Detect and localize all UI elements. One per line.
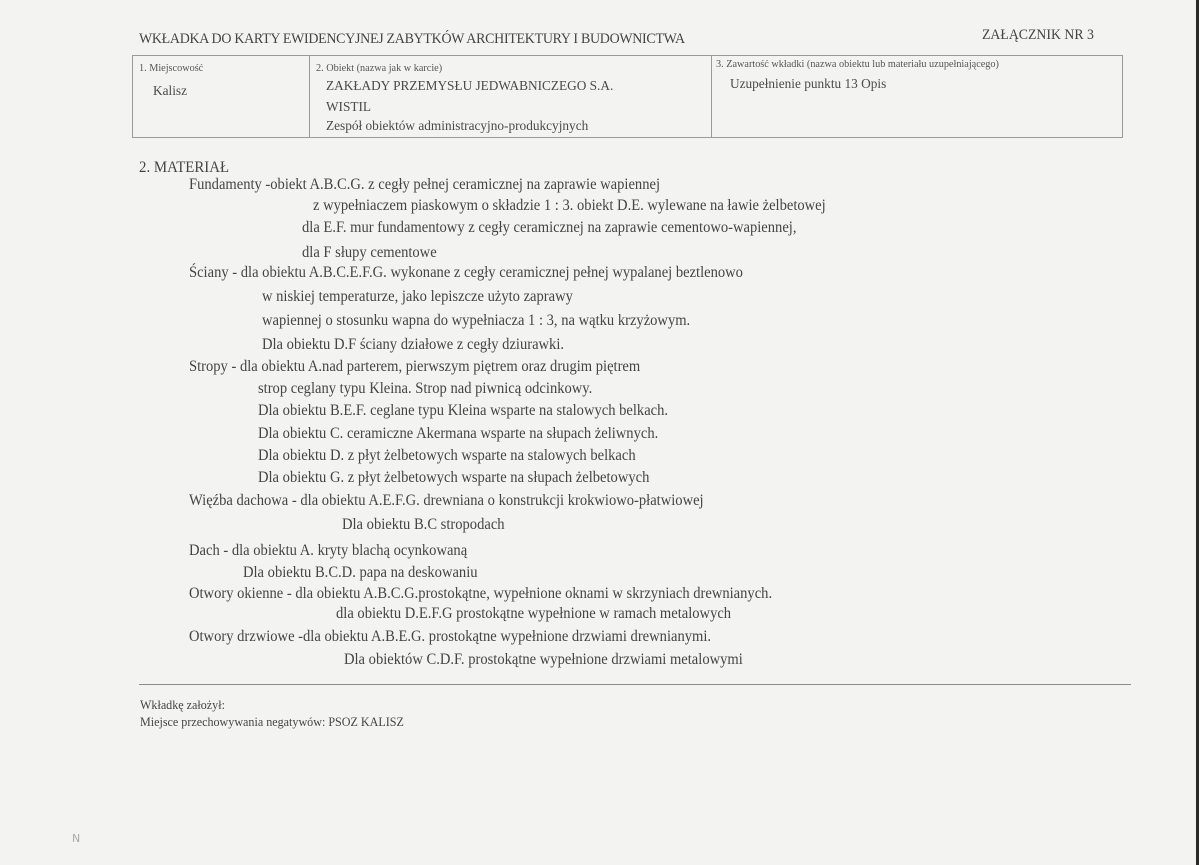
location-value: Kalisz: [153, 84, 187, 99]
material-line: dla E.F. mur fundamentowy z cegły ceramicznej na zaprawie cementowo-wapiennej,: [302, 219, 797, 236]
contents-cell: [711, 56, 1122, 137]
material-line: Stropy - dla obiektu A.nad parterem, pierwszym piętrem oraz drugim piętrem: [189, 358, 641, 375]
section-title: 2. MATERIAŁ: [139, 159, 230, 176]
document-title: WKŁADKA DO KARTY EWIDENCYJNEJ ZABYTKÓW ARCHITEKTURY I BUDOWNICTWA: [139, 31, 685, 47]
material-line: Dach - dla obiektu A. kryty blachą ocynkowaną: [189, 542, 468, 559]
material-line: Dla obiektu D. z płyt żelbetowych wsparte na stalowych belkach: [258, 447, 636, 464]
material-line: Fundamenty -obiekt A.B.C.G. z cegły pełnej ceramicznej na zaprawie wapiennej: [189, 176, 661, 193]
footer-divider: [139, 684, 1131, 685]
material-line: Ściany - dla obiektu A.B.C.E.F.G. wykonane z cegły ceramicznej pełnej wypalanej beztlenowo: [189, 264, 743, 281]
page-mark: N: [72, 832, 81, 845]
contents-value: Uzupełnienie punktu 13 Opis: [730, 77, 887, 92]
object-cell: [309, 56, 711, 137]
object-name-line-3: Zespół obiektów administracyjno-produkcyjnych: [326, 119, 589, 134]
object-name-line-2: WISTIL: [326, 100, 372, 115]
material-line: wapiennej o stosunku wapna do wypełniacza 1 : 3, na wątku krzyżowym.: [262, 312, 691, 329]
material-line: Dla obiektu B.C stropodach: [342, 516, 505, 533]
material-line: Otwory drzwiowe -dla obiektu A.B.E.G. prostokątne wypełnione drzwiami drewnianymi.: [189, 628, 712, 645]
material-line: Więźba dachowa - dla obiektu A.E.F.G. drewniana o konstrukcji krokwiowo-płatwiowej: [189, 492, 704, 509]
contents-label: 3. Zawartość wkładki (nazwa obiektu lub materiału uzupełniającego): [716, 58, 999, 70]
location-label: 1. Miejscowość: [139, 62, 204, 74]
object-name-line-1: ZAKŁADY PRZEMYSŁU JEDWABNICZEGO S.A.: [326, 79, 614, 94]
info-table: [132, 55, 1123, 138]
object-label: 2. Obiekt (nazwa jak w karcie): [316, 62, 443, 74]
material-line: Dla obiektu B.C.D. papa na deskowaniu: [243, 564, 478, 581]
material-line: Dla obiektu G. z płyt żelbetowych wsparte na słupach żelbetowych: [258, 469, 650, 486]
material-line: z wypełniaczem piaskowym o składzie 1 : 3. obiekt D.E. wylewane na ławie żelbetowej: [313, 197, 826, 214]
material-line: w niskiej temperaturze, jako lepiszcze użyto zaprawy: [262, 288, 573, 305]
material-line: strop ceglany typu Kleina. Strop nad piwnicą odcinkowy.: [258, 380, 593, 397]
created-by-label: Wkładkę założył:: [140, 697, 225, 712]
material-line: Otwory okienne - dla obiektu A.B.C.G.prostokątne, wypełnione oknami w skrzyniach drewnianych.: [189, 585, 773, 602]
material-line: Dla obiektu B.E.F. ceglane typu Kleina wsparte na stalowych belkach.: [258, 402, 669, 419]
material-line: dla obiektu D.E.F.G prostokątne wypełnione w ramach metalowych: [336, 605, 732, 622]
negatives-location: Miejsce przechowywania negatywów: PSOZ KALISZ: [140, 714, 404, 729]
material-line: Dla obiektu C. ceramiczne Akermana wsparte na słupach żeliwnych.: [258, 425, 659, 442]
material-line: dla F słupy cementowe: [302, 244, 437, 261]
annex-number: ZAŁĄCZNIK NR 3: [982, 27, 1094, 43]
material-line: Dla obiektu D.F ściany działowe z cegły dziurawki.: [262, 336, 565, 353]
location-cell: [133, 56, 309, 137]
material-line: Dla obiektów C.D.F. prostokątne wypełnione drzwiami metalowymi: [344, 651, 743, 668]
